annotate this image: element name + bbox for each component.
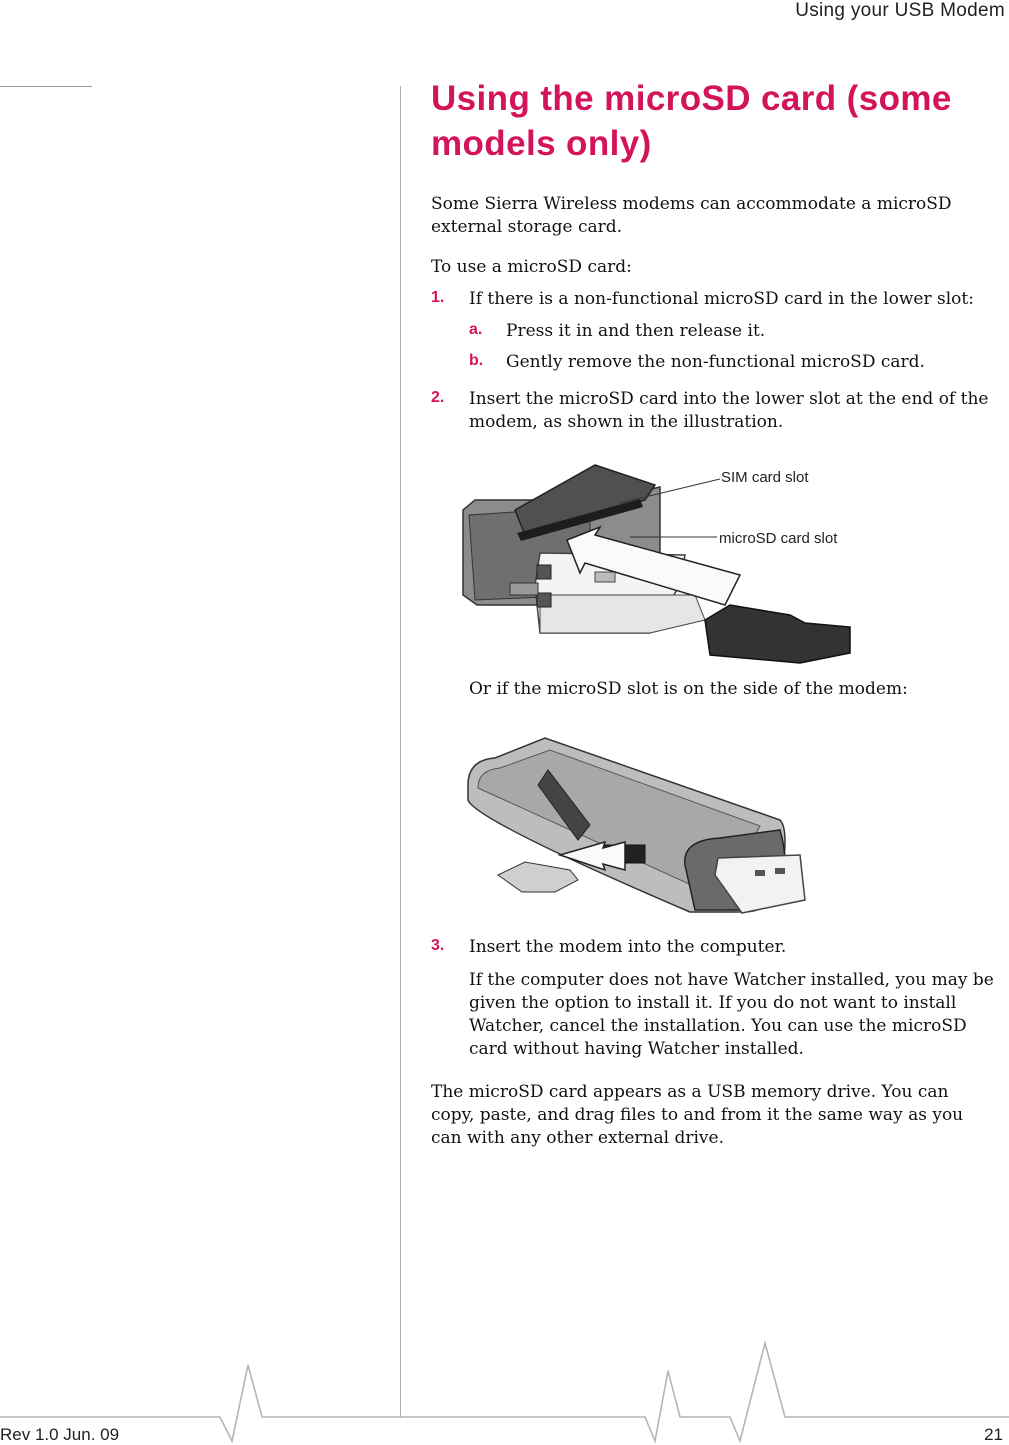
footer-revision: Rev 1.0 Jun. 09 bbox=[0, 1425, 120, 1444]
step-3-number: 3. bbox=[431, 937, 445, 954]
margin-rule bbox=[400, 86, 401, 1418]
step-1b-letter: b. bbox=[469, 352, 484, 369]
step-2-number: 2. bbox=[431, 389, 445, 406]
step-1a-letter: a. bbox=[469, 321, 483, 338]
running-header: Using your USB Modem bbox=[795, 0, 1005, 21]
closing-paragraph: The microSD card appears as a USB memory drive. You can copy, paste, and drag files to and from it the same way as you can with any other external drive. bbox=[431, 1082, 964, 1148]
intro-paragraph: Some Sierra Wireless modems can accommodate a microSD external storage card. bbox=[431, 194, 952, 237]
modem-side-slot-illustration bbox=[460, 730, 815, 920]
section-title: Using the microSD card (some models only) bbox=[431, 79, 952, 163]
side-slot-paragraph: Or if the microSD slot is on the side of the modem: bbox=[469, 679, 908, 699]
footer-waveform bbox=[0, 1335, 1009, 1445]
step-1-text: If there is a non-functional microSD card in the lower slot: bbox=[469, 289, 974, 309]
modem-end-slot-illustration bbox=[455, 455, 875, 670]
step-3-text: Insert the modem into the computer. bbox=[469, 937, 787, 957]
footer-page-number: 21 bbox=[984, 1425, 1003, 1444]
step-2-text: Insert the microSD card into the lower slot at the end of the modem, as shown in the illustration. bbox=[469, 389, 989, 432]
sim-slot-callout: SIM card slot bbox=[721, 469, 809, 486]
lead-paragraph: To use a microSD card: bbox=[431, 257, 632, 277]
step-1b-text: Gently remove the non-functional microSD card. bbox=[506, 352, 925, 372]
step-1-number: 1. bbox=[431, 289, 445, 306]
step-3-note: If the computer does not have Watcher installed, you may be given the option to install it. If you do not want to install Watcher, cancel the installation. You can use the microSD card without having Watcher installed. bbox=[469, 970, 994, 1059]
microsd-slot-callout: microSD card slot bbox=[719, 530, 838, 547]
top-rule bbox=[0, 86, 92, 87]
step-1a-text: Press it in and then release it. bbox=[506, 321, 766, 341]
